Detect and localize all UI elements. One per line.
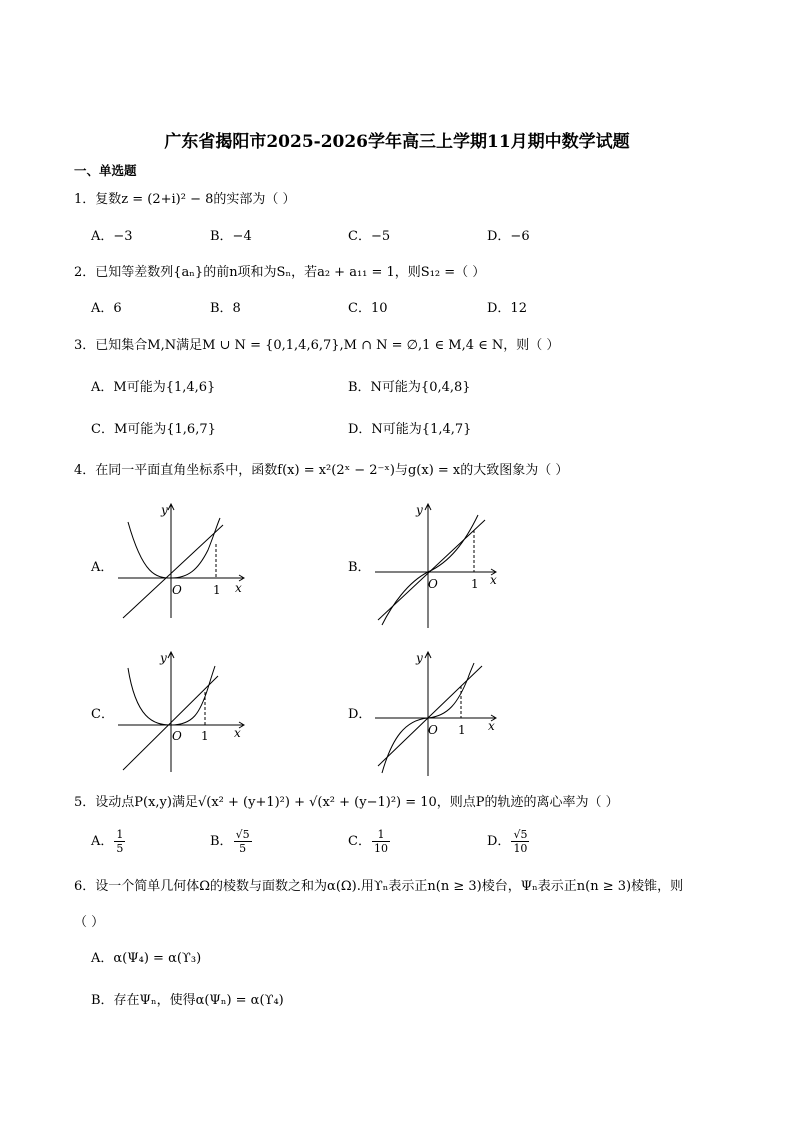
- graph-b-label: B．: [348, 560, 371, 575]
- q1-option-d: D．−6: [487, 229, 530, 244]
- q2-option-d: D．12: [487, 301, 527, 316]
- question-6-stem: 6．设一个简单几何体Ω的棱数与面数之和为α(Ω).用ϒₙ表示正n(n ≥ 3)棱台，Ψₙ表示正n(n ≥ 3)棱锥，则: [74, 879, 684, 894]
- graph-c: [118, 648, 258, 773]
- one-label: 1: [458, 723, 466, 737]
- x-label: x: [234, 726, 241, 740]
- graph-a-label: A．: [91, 560, 114, 575]
- q5-option-c: [348, 828, 391, 855]
- denominator: 10: [513, 842, 528, 855]
- y-label: y: [416, 651, 423, 665]
- y-label: y: [161, 503, 168, 517]
- q1-option-c: C．−5: [348, 229, 391, 244]
- graph-a: [118, 500, 258, 620]
- q5-option-b: [210, 828, 253, 855]
- origin-label: O: [172, 729, 182, 743]
- x-label: x: [488, 719, 495, 733]
- origin-label: O: [172, 583, 182, 597]
- question-2-stem: 2．已知等差数列{aₙ}的前n项和为Sₙ，若a₂ + a₁₁ = 1，则S₁₂ =（ ）: [74, 265, 486, 280]
- q3-option-b: B．N可能为{0,4,8}: [348, 380, 471, 395]
- q6-option-b: B．存在Ψₙ，使得α(Ψₙ) = α(ϒ₄): [91, 993, 284, 1008]
- q5-option-b-label: B．: [210, 834, 233, 849]
- q3-option-a: A．M可能为{1,4,6}: [91, 380, 216, 395]
- graph-b: [370, 500, 510, 630]
- one-label: 1: [471, 577, 479, 591]
- question-4-stem: 4．在同一平面直角坐标系中，函数f(x) = x²(2ˣ − 2⁻ˣ)与g(x) = x的大致图象为（ ）: [74, 463, 569, 478]
- q5-option-c-label: C．: [348, 834, 371, 849]
- one-label: 1: [213, 583, 221, 597]
- graph-d: [370, 648, 510, 778]
- q3-option-c: C．M可能为{1,6,7}: [91, 422, 216, 437]
- numerator: √5: [235, 828, 250, 841]
- denominator: 5: [239, 842, 247, 855]
- q5-option-d-label: D．: [487, 834, 511, 849]
- q5-option-b-fraction: [234, 828, 252, 855]
- x-label: x: [235, 581, 242, 595]
- denominator: 10: [373, 842, 388, 855]
- numerator: √5: [513, 828, 528, 841]
- q5-option-d: [487, 828, 530, 855]
- q3-option-d: D．N可能为{1,4,7}: [348, 422, 472, 437]
- q2-option-c: C．10: [348, 301, 388, 316]
- curve-f: [382, 515, 478, 625]
- graph-d-label: D．: [348, 707, 372, 722]
- one-label: 1: [201, 729, 209, 743]
- denominator: 5: [116, 842, 124, 855]
- question-3-stem: 3．已知集合M,N满足M ∪ N = {0,1,4,6,7},M ∩ N = ∅,1 ∈ M,4 ∈ N，则（ ）: [74, 338, 560, 353]
- curve-f: [128, 518, 220, 578]
- q5-option-a-label: A．: [91, 834, 114, 849]
- y-label: y: [160, 651, 167, 665]
- graph-c-label: C．: [91, 707, 114, 722]
- origin-label: O: [428, 723, 438, 737]
- question-1-stem: 1．复数z = (2+i)² − 8的实部为（ ）: [74, 192, 296, 207]
- q5-option-a: [91, 828, 126, 855]
- y-label: y: [416, 503, 423, 517]
- exam-title: 广东省揭阳市2025-2026学年高三上学期11月期中数学试题: [164, 132, 630, 152]
- q5-option-c-fraction: [372, 828, 390, 855]
- q2-option-a: A．6: [91, 301, 122, 316]
- q1-option-b: B．−4: [210, 229, 252, 244]
- q5-option-d-fraction: [511, 828, 529, 855]
- q1-option-a: A．−3: [91, 229, 133, 244]
- q6-option-a: A．α(Ψ₄) = α(ϒ₃): [91, 951, 202, 966]
- section-heading: 一、单选题: [74, 163, 137, 178]
- origin-label: O: [428, 577, 438, 591]
- x-label: x: [490, 573, 497, 587]
- numerator: 1: [116, 828, 124, 841]
- question-5-stem: 5．设动点P(x,y)满足√(x² + (y+1)²) + √(x² + (y−1)²) = 10，则点P的轨迹的离心率为（ ）: [74, 795, 619, 810]
- question-6-stem-cont: （ ）: [74, 915, 105, 930]
- q5-option-a-fraction: [114, 828, 125, 855]
- numerator: 1: [372, 828, 390, 842]
- q2-option-b: B．8: [210, 301, 241, 316]
- line-g: [123, 525, 223, 618]
